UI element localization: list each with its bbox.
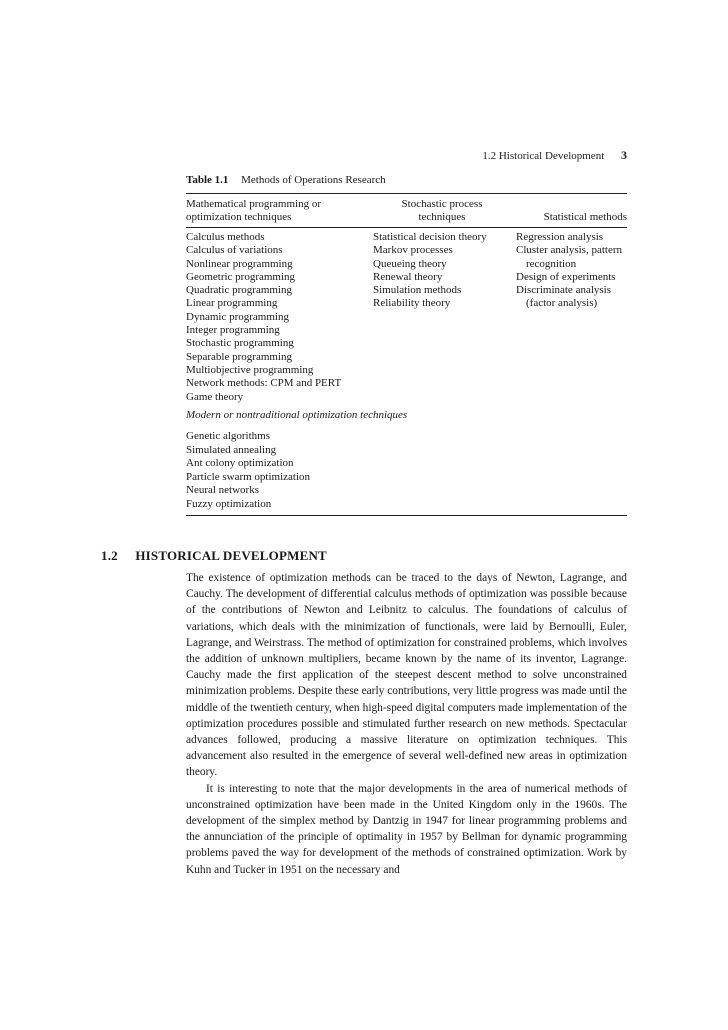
table-cell: Network methods: CPM and PERT — [186, 377, 342, 390]
table-cell: Integer programming — [186, 324, 280, 337]
table-cell: Geometric programming — [186, 270, 296, 283]
body-paragraph: It is interesting to note that the major developments in the area of numerical methods of unconstrained optimization have been made in the United Kingdom only in the 1960s. The development of the simplex method by Dantzig in 1947 for linear programming problems and the annunciation of the principle of optimality in 1957 by Bellman for dynamic programming problems paved the way for development of the methods of constrained optimization. Work by Kuhn and Tucker in 1951 on the necessary and — [186, 782, 627, 876]
header-col1-line1: Mathematical programming or — [186, 198, 322, 210]
table-col-modern-techniques — [186, 430, 310, 512]
section-heading — [101, 548, 327, 564]
table-cell: Calculus of variations — [186, 244, 283, 257]
table-cell: Simulated annealing — [186, 443, 277, 456]
table-cell: Simulation methods — [373, 284, 462, 297]
table-col-statistical-methods — [516, 231, 622, 311]
table-col-mathematical-programming — [186, 231, 341, 404]
table-label: Table 1.1 — [186, 174, 229, 186]
table-caption — [186, 174, 386, 186]
table-bottom-rule — [186, 515, 627, 516]
running-head — [482, 148, 627, 163]
table-cell: Ant colony optimization — [186, 457, 294, 470]
table-cell: Renewal theory — [373, 270, 443, 283]
section-title: HISTORICAL DEVELOPMENT — [135, 548, 327, 563]
table-cell: Reliability theory — [373, 297, 451, 310]
table-cell: Calculus methods — [186, 231, 265, 243]
table-cell: Nonlinear programming — [186, 257, 293, 270]
table-cell: Linear programming — [186, 297, 278, 310]
table-cell: Dynamic programming — [186, 310, 289, 323]
table-cell: Statistical decision theory — [373, 231, 487, 243]
body-paragraph: The existence of optimization methods can be traced to the days of Newton, Lagrange, and Cauchy. The development of differential calculus methods of optimization was possible because of the contributions of Newton and Leibnitz to calculus. The foundations of calculus of variations, which deals with the minimization of functionals, were laid by Bernoulli, Euler, Lagrange, and Weirstrass. The method of optimization for constrained problems, which involves the addition of unknown multipliers, became known by the name of its inventor, Lagrange. Cauchy made the first application of the steepest descent method to solve unconstrained minimization problems. Despite these early contributions, very little progress was made until the middle of the twentieth century, when high-speed digital computers made implementation of the optimization procedures possible and stimulated further research on new methods. Spectacular advances followed, producing a massive literature on optimization techniques. This advancement also resulted in the emergence of several well-defined new areas in optimization theory. — [186, 572, 627, 779]
header-col1-line2: optimization techniques — [186, 211, 292, 223]
table-cell: Fuzzy optimization — [186, 497, 272, 510]
table-cell: Particle swarm optimization — [186, 470, 311, 483]
section-body — [186, 570, 627, 878]
table-cell: Neural networks — [186, 484, 260, 497]
table-col-stochastic-process — [373, 231, 487, 311]
modern-techniques-heading: Modern or nontraditional optimization techniques — [186, 409, 408, 421]
table-header-col2 — [372, 198, 512, 224]
table-cell: Cluster analysis, pattern — [516, 244, 623, 257]
table-cell: Design of experiments — [516, 270, 616, 283]
table-cell: Separable programming — [186, 350, 292, 363]
table-cell: Discriminate analysis — [516, 284, 612, 297]
table-cell: Markov processes — [373, 244, 453, 257]
table-cell: Regression analysis — [516, 231, 604, 243]
running-head-text: 1.2 Historical Development — [482, 150, 605, 162]
table-cell: Multiobjective programming — [186, 363, 314, 376]
section-number: 1.2 — [101, 548, 118, 563]
table-cell: Genetic algorithms — [186, 430, 271, 442]
table-caption-text: Methods of Operations Research — [241, 174, 386, 186]
page-number: 3 — [621, 148, 627, 162]
table-cell: Queueing theory — [373, 257, 447, 270]
table-cell: recognition — [526, 257, 577, 270]
table-header-rule — [186, 227, 627, 228]
table-header-col1 — [186, 198, 366, 224]
table-header-col3: Statistical methods — [543, 211, 627, 223]
table-cell: Stochastic programming — [186, 337, 294, 350]
header-col2-line2: techniques — [418, 211, 466, 223]
table-cell: Game theory — [186, 390, 244, 403]
table-top-rule — [186, 193, 627, 194]
table-cell: (factor analysis) — [526, 297, 598, 310]
table-cell: Quadratic programming — [186, 284, 292, 297]
header-col2-line1: Stochastic process — [401, 198, 483, 210]
